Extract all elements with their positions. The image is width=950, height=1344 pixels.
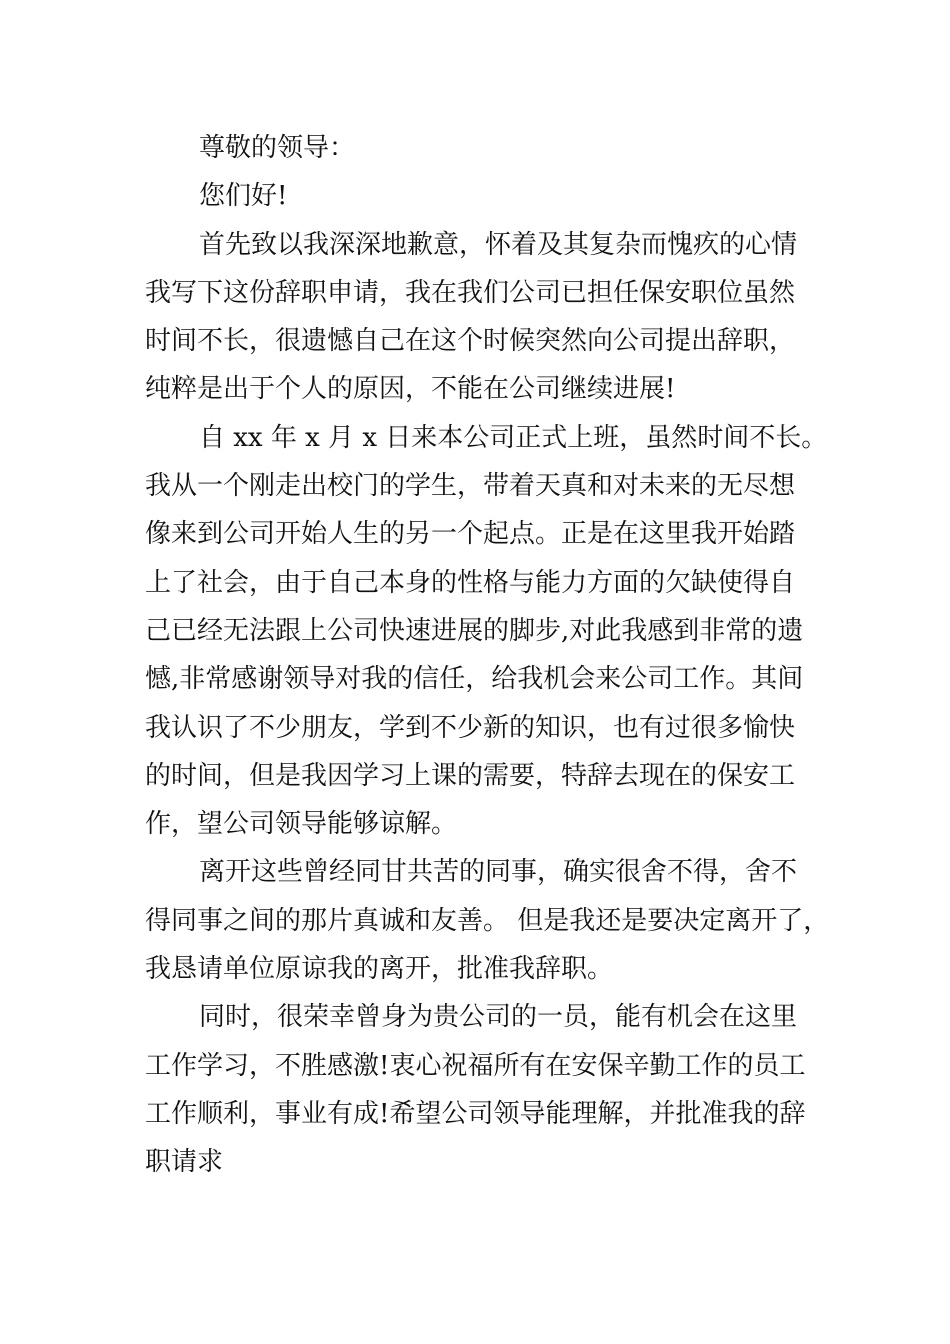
paragraph-line: 作，望公司领导能够谅解。 [145, 809, 458, 840]
paragraph-line: 职请求 [145, 1147, 224, 1178]
paragraph-4 [145, 993, 825, 1186]
paragraph-line: 憾,非常感谢领导对我的信任，给我机会来公司工作。其间 [145, 664, 804, 695]
paragraph-line: 上了社会，由于自己本身的性格与能力方面的欠缺使得自 [145, 567, 796, 598]
paragraph-line: 我从一个刚走出校门的学生，带着天真和对未来的无尽想 [145, 471, 796, 502]
letter-body [145, 124, 830, 1187]
paragraph-line: 工作顺利，事业有成!希望公司领导能理解，并批准我的辞 [145, 1098, 806, 1129]
paragraph-line: 像来到公司开始人生的另一个起点。正是在这里我开始踏 [145, 519, 796, 550]
paragraph-3 [145, 848, 830, 993]
paragraph-line: 工作学习，不胜感激!衷心祝福所有在安保辛勤工作的员工 [145, 1050, 806, 1081]
paragraph-1 [145, 221, 825, 414]
greeting: 您们好! [199, 181, 288, 212]
paragraph-line: 的时间，但是我因学习上课的需要，特辞去现在的保安工 [145, 760, 796, 791]
paragraph-line: 首先致以我深深地歉意，怀着及其复杂而愧疚的心情 [199, 229, 798, 260]
paragraph-line: 己已经无法跟上公司快速进展的脚步,对此我感到非常的遗 [145, 615, 804, 646]
salutation: 尊敬的领导： [199, 133, 356, 163]
paragraph-line: 得同事之间的那片真诚和友善。 但是我还是要决定离开了， [145, 905, 830, 936]
paragraph-2 [145, 414, 828, 849]
paragraph-line: 我写下这份辞职申请，我在我们公司已担任保安职位虽然 [145, 277, 796, 308]
paragraph-line: 纯粹是出于个人的原因，不能在公司继续进展! [145, 374, 676, 405]
paragraph-line: 时间不长，很遗憾自己在这个时候突然向公司提出辞职， [145, 326, 796, 357]
paragraph-line: 我认识了不少朋友，学到不少新的知识，也有过很多愉快 [145, 712, 796, 743]
paragraph-line: 同时，很荣幸曾身为贵公司的一员，能有机会在这里 [199, 1002, 798, 1033]
paragraph-line: 自 xx 年 x 月 x 日来本公司正式上班，虽然时间不长。 [199, 422, 828, 453]
paragraph-line: 离开这些曾经同甘共苦的同事，确实很舍不得，舍不 [199, 857, 798, 888]
paragraph-line: 我恳请单位原谅我的离开，批准我辞职。 [145, 954, 614, 985]
